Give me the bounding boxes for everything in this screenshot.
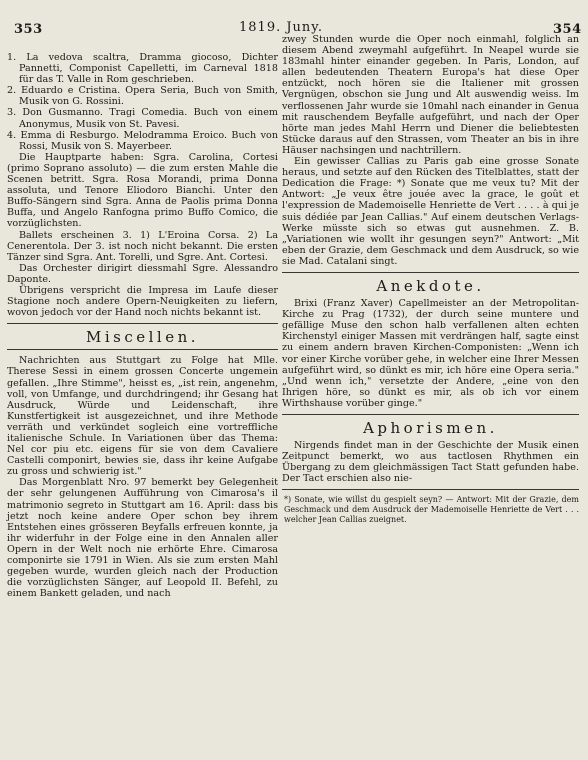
- section-heading-miscellen: Miscellen.: [85, 328, 200, 347]
- list-item: 2. Eduardo e Cristina. Opera Seria, Buch von Smith, Musik von G. Rossini.: [7, 85, 278, 108]
- opera-list: [7, 52, 278, 152]
- paragraph: Übrigens verspricht die Impresa im Laufe dieser Stagione noch andere Opern-Neuigkeiten zu liefern, wovon jedoch vor der Hand noch nichts bekannt ist.: [7, 284, 278, 319]
- paragraph: Das Morgenblatt Nro. 97 bemerkt bey Gelegenheit der sehr gelungenen Aufführung von Cimarosa's il matrimonio segreto in Stuttgart am 16. April: dass bis jetzt noch keine andere Oper schon bey ihrem Entstehen eines grösseren Beyfalls erfreuen konnte, ja ihr widerfuhr in der Folge eine in den Annalen aller Opern in der Welt noch nie erhörte Ehre. Cimarosa componirte sie 1791 in Wien. Als sie zum ersten Mahl gegeben wurde, wurden gleich nach der Production die vorzüglichsten Sänger, auf Leopold II. Befehl, zu einem Bankett geladen, und nach: [7, 477, 278, 600]
- left-column: [7, 52, 278, 599]
- page-number-right: 354: [553, 22, 582, 37]
- footnote-rule: [282, 489, 579, 490]
- footnote: *) Sonate, wie willst du gespielt seyn? — Antwort: Mit der Grazie, dem Geschmack und dem Ausdruck der Mademoiselle Henriette de Vert . . . welcher Jean Callias zueignet.: [284, 495, 579, 525]
- section-divider: [282, 272, 579, 273]
- running-head: 1819. Juny.: [239, 20, 324, 35]
- paragraph: Ballets erscheinen 3. 1) L'Eroina Corsa. 2) La Cenerentola. Der 3. ist noch nicht bekannt. Die ersten Tänzer sind Sgra. Ant. Torelli, und Sgre. Ant. Cortesi.: [7, 229, 278, 263]
- paragraph: Brixi (Franz Xaver) Capellmeister an der Metropolitan-Kirche zu Prag (1732), der durch seine muntere und gefällige Muse den schon halb verfallenen alten echten Kirchenstyl einiger Massen mit verdrängen half, sagte einst zu einem andern braven Kirchen-Componisten: „Wenn ich vor einer Kirche vorüber gehe, in welcher eine Ihrer Messen aufgeführt wird, so dünkt es mir, ich höre eine Opera seria." „Und wenn ich," versetzte der Andere, „eine von den Ihrigen höre, so dünkt es mir, als ob ich vor einem Wirthshause vorüber ginge.": [282, 298, 579, 409]
- section-divider: [7, 349, 278, 350]
- right-column: [282, 34, 579, 525]
- section-heading-aphorismen: Aphorismen.: [363, 419, 498, 437]
- section-divider: [7, 323, 278, 324]
- paragraph: Nachrichten aus Stuttgart zu Folge hat Mlle. Therese Sessi in einem grossen Concerte ungemein gefallen. „Ihre Stimme", heisst es, „ist rein, angenehm, voll, von Umfange, und durchdringend; ihr Gesang hat Ausdruck, Würde und Leidenschaft, ihre Kunstfertigkeit ist ausgezeichnet, und ihre Methode verräth und verkündet sogleich eine vortreffliche italienische Schule. In Variationen über das Thema: Nel cor piu etc. eigens für sie von dem Cavaliere Castelli componirt, bewies sie, dass ihr keine Aufgabe zu gross und schwierig ist.": [7, 355, 278, 478]
- paragraph: Ein gewisser Callias zu Paris gab eine grosse Sonate heraus, und setzte auf den Rücken des Titelblattes, statt der Dedication die Frage: *) Sonate que me veux tu? Mit der Antwort: „Je veux être jouée avec la grace, le goût et l'expression de Mademoiselle Henriette de Vert . . . . à qui je suis dédiée par Jean Callias." Auf einem deutschen Verlags-Werke müsste sich so etwas gut ausnehmen. Z. B. „Variationen wie wollt ihr gesungen seyn?" Antwort: „Mit eben der Grazie, dem Geschmack und dem Ausdruck, so wie sie Mad. Catalani singt.: [282, 156, 579, 267]
- list-item: 1. La vedova scaltra, Dramma giocoso, Dichter Pannetti, Componist Capelletti, im Carneval 1818 für das T. Valle in Rom geschrieben.: [7, 52, 278, 86]
- page-number-left: 353: [14, 22, 43, 37]
- paragraph: Nirgends findet man in der Geschichte der Musik einen Zeitpunct bemerkt, wo aus tactlosen Rhythmen ein Übergang zu dem gleichmässigen Tact Statt gefunden habe. Der Tact erschien also nie-: [282, 440, 579, 485]
- list-item: 3. Don Gusmanno. Tragi Comedia. Buch von einem Anonymus, Musik von St. Pavesi.: [7, 107, 278, 130]
- section-divider: [282, 414, 579, 415]
- section-heading-anekdote: Anekdote.: [376, 276, 485, 295]
- paragraph: Die Hauptparte haben: Sgra. Carolina, Cortesi (primo Soprano assoluto) — die zum ersten Mahle die Scenen betritt. Sgra. Rosa Morandi, prima Donna assoluta, und Tenore Eliodoro Bianchi. Unter den Buffo-Sängern sind Sgra. Anna de Paolis prima Donna Buffa, und Angelo Ranfogna primo Buffo Comico, die vorzüglichsten.: [7, 151, 278, 230]
- paragraph: Das Orchester dirigirt diessmahl Sgre. Alessandro Daponte.: [7, 262, 278, 285]
- list-item: 4. Emma di Resburgo. Melodramma Eroico. Buch von Rossi, Musik von S. Mayerbeer.: [7, 129, 278, 152]
- paragraph: zwey Stunden wurde die Oper noch einmahl, folglich an diesem Abend zweymahl aufgeführt. In Neapel wurde sie 183mahl hinter einander gegeben. In Paris, London, auf allen bedeutenden Theatern Europa's hat diese Oper entzückt, noch hören sie die Italiener mit grossen Vergnügen, obschon sie Jung und Alt auswendig weiss. Im verflossenen Jahr wurde sie 10mahl nach einander in Genua mit rauschendem Beyfalle aufgeführt, und nach der Oper hörte man jedes Mahl Herrn und Diener die beliebtesten Stücke daraus auf den Strassen, vom Theater an bis in ihre Häuser nachsingen und nachtrillern.: [282, 34, 579, 156]
